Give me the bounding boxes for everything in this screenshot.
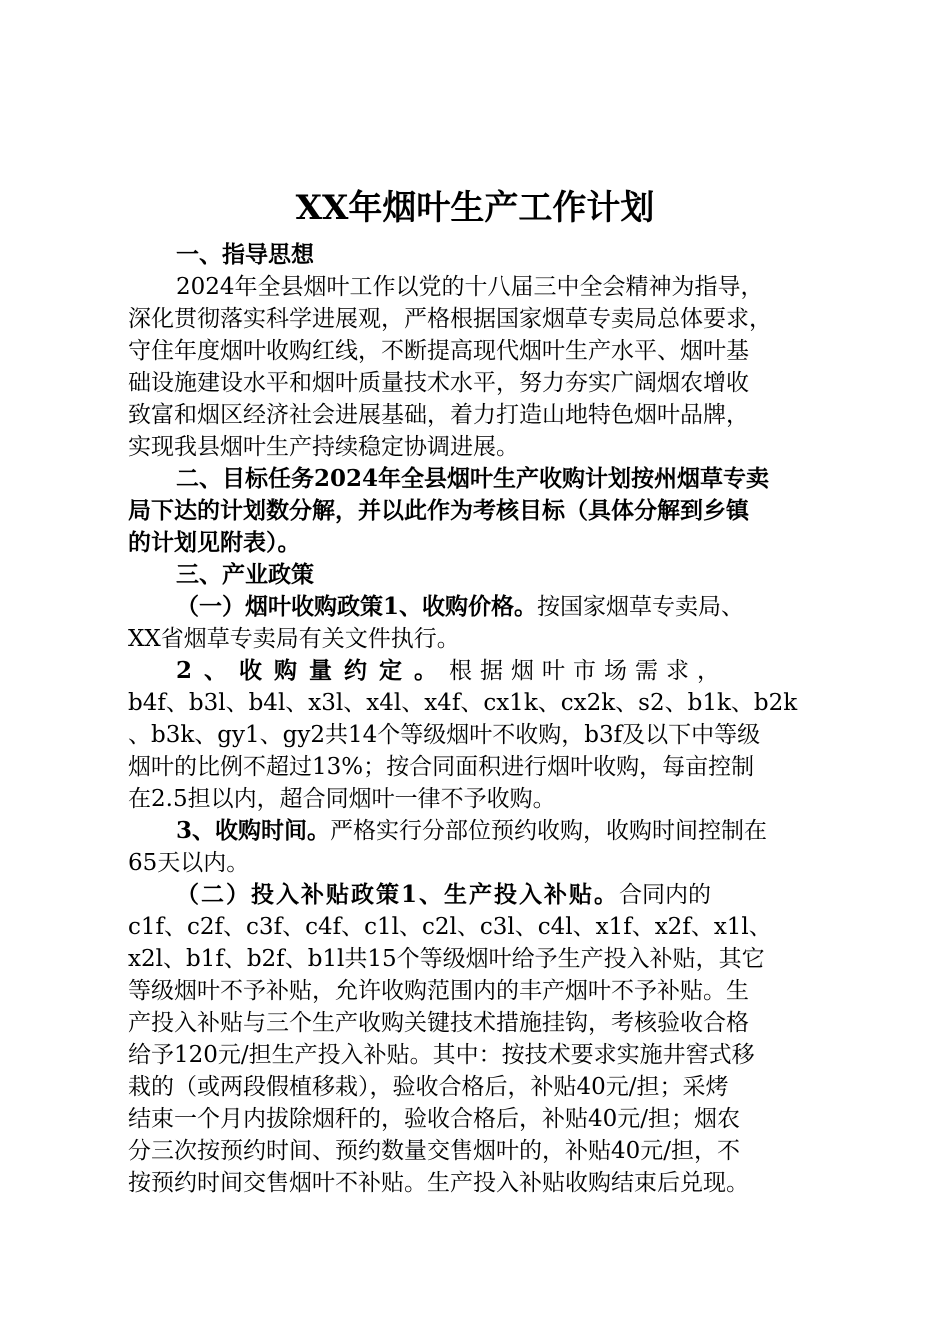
paragraph-text: 合同内的 (619, 882, 712, 908)
paragraph-line: 给予120元/担生产投入补贴。其中：按技术要求实施井窖式移 (128, 1042, 755, 1068)
paragraph-line: 在2.5担以内，超合同烟叶一律不予收购。 (128, 786, 556, 812)
heading-goals-line: 局下达的计划数分解，并以此作为考核目标（具体分解到乡镇 (128, 497, 749, 524)
paragraph-text: 严格实行分部位预约收购，收购时间控制在 (330, 818, 768, 844)
paragraph-line: 、b3k、gy1、gy2共14个等级烟叶不收购，b3f及以下中等级 (128, 722, 761, 748)
paragraph-line (176, 654, 830, 688)
paragraph-line (176, 878, 830, 912)
heading-goals-line: 的计划见附表）。 (128, 529, 301, 556)
paragraph-line: x2l、b1f、b2f、b1l共15个等级烟叶给予生产投入补贴，其它 (128, 946, 765, 972)
paragraph-line: c1f、c2f、c3f、c4f、c1l、c2l、c3l、c4l、x1f、x2f、x1l、 (128, 914, 772, 940)
paragraph-line: 实现我县烟叶生产持续稳定协调进展。 (128, 434, 519, 460)
paragraph-line: 础设施建设水平和烟叶质量技术水平，努力夯实广阔烟农增收 (128, 370, 749, 396)
paragraph-line: 产投入补贴与三个生产收购关键技术措施挂钩，考核验收合格 (128, 1010, 749, 1036)
paragraph-line: 守住年度烟叶收购红线，不断提高现代烟叶生产水平、烟叶基 (128, 338, 749, 364)
subheading-purchase-amount: 2、收购量约定。 (176, 657, 450, 684)
subheading-purchase-time: 3、收购时间。 (176, 817, 331, 844)
subheading-input-subsidy: （二）投入补贴政策1、生产投入补贴。 (176, 881, 620, 908)
paragraph-line: XX省烟草专卖局有关文件执行。 (128, 626, 460, 652)
paragraph-line: 烟叶的比例不超过13%；按合同面积进行烟叶收购，每亩控制 (128, 754, 755, 780)
heading-goals: 二、目标任务2024年全县烟叶生产收购计划按州烟草专卖 (176, 465, 770, 492)
heading-guiding-ideology: 一、指导思想 (176, 241, 314, 268)
paragraph-line: 致富和烟区经济社会进展基础，着力打造山地特色烟叶品牌， (128, 402, 749, 428)
paragraph-line: 按预约时间交售烟叶不补贴。生产投入补贴收购结束后兑现。 (128, 1170, 749, 1196)
paragraph-line (176, 590, 830, 624)
paragraph-text: 按国家烟草专卖局、 (537, 594, 745, 620)
paragraph-line: 分三次按预约时间、预约数量交售烟叶的，补贴40元/担，不 (128, 1138, 741, 1164)
paragraph-line (176, 814, 830, 848)
heading-industry-policy: 三、产业政策 (176, 561, 314, 588)
paragraph-line: 结束一个月内拔除烟秆的，验收合格后，补贴40元/担；烟农 (128, 1106, 741, 1132)
document-title: XX年烟叶生产工作计划 (295, 188, 655, 228)
paragraph-line: b4f、b3l、b4l、x3l、x4l、x4f、cx1k、cx2k、s2、b1k、b2k (128, 690, 798, 716)
paragraph-line: 2024年全县烟叶工作以党的十八届三中全会精神为指导， (176, 274, 764, 300)
paragraph-text: 根据烟叶市场需求， (449, 658, 729, 684)
paragraph-line: 等级烟叶不予补贴，允许收购范围内的丰产烟叶不予补贴。生 (128, 978, 749, 1004)
paragraph-line: 深化贯彻落实科学进展观，严格根据国家烟草专卖局总体要求， (128, 306, 772, 332)
paragraph-line: 栽的（或两段假植移栽），验收合格后，补贴40元/担；采烤 (128, 1074, 729, 1100)
subheading-purchase-price: （一）烟叶收购政策1、收购价格。 (176, 593, 538, 620)
paragraph-line: 65天以内。 (128, 850, 250, 876)
